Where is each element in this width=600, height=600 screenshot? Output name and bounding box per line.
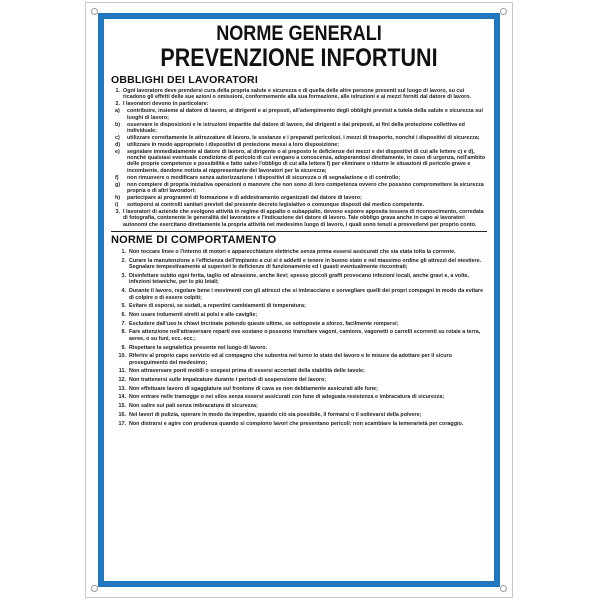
item-text: Riferire al proprio capo servizio ed al compagno che subentra nel turno lo stato del lavoro e le misure da adottare per il sicuro proseguimento del medesimo; [129, 353, 452, 366]
norma-item [111, 412, 487, 419]
item-text: Rispettare la segnaletica presente nel luogo di lavoro. [129, 344, 268, 351]
subitem-letter: c) [115, 134, 120, 141]
section-obblighi [111, 88, 487, 108]
obbligo-subitem [115, 135, 487, 141]
item-number: 16. [118, 411, 126, 418]
norma-item [111, 386, 487, 393]
subitem-text: osservare le disposizioni e le istruzioni impartite dal datore di lavoro, dai dirigenti e dai preposti, ai fini della protezione collettiva ed individuale; [127, 121, 465, 134]
item-number: 2. [121, 257, 126, 264]
item-number: 14. [118, 394, 126, 401]
mount-hole-top-right [500, 8, 507, 15]
item-text: Non usare indumenti stretti ai polsi e alle caviglie; [129, 311, 258, 318]
norma-item [111, 345, 487, 352]
subitem-text: non compiere di propria iniziativa operazioni o manovre che non sono di loro competenza ovvero che possono compromettere la sicurezza propria o di altri lavoratori; [127, 181, 484, 195]
item-text: Durante il lavoro, regolare bene i movimenti con gli attrezzi che si imbracciano e sorvegliare quelli dei propri compagni in modo da evitare di colpire o di essere colpiti; [129, 288, 484, 301]
subitem-letter: i) [115, 201, 119, 208]
mount-hole-bottom-right [500, 585, 507, 592]
item-number: 11. [118, 368, 126, 375]
mount-hole-top-left [91, 8, 98, 15]
section-obblighi-subitems [111, 108, 487, 208]
item-text: Non distrarsi e agire con prudenza quando si compiono lavori che presentano pericoli: non scambiare la temerarietà per coraggio. [129, 420, 464, 427]
norma-item [111, 303, 487, 310]
norma-item [111, 394, 487, 401]
norma-item [111, 258, 487, 271]
obbligo-subitem [115, 182, 487, 195]
norma-item [111, 329, 487, 342]
section-comportamento [111, 249, 487, 427]
item-text: Disinfettare subito ogni ferita, taglio od abrasione, anche lievi; spesso piccoli graffi provocano infezioni locali, anche gravi e, a volte, infezioni tetaniche, per lo più letali; [129, 272, 469, 286]
item-text: Non attraversare ponti mobili o sospesi prima di essersi accertati della stabilità delle tavole; [129, 368, 365, 375]
item-number: 15. [118, 403, 126, 410]
item-text: Escludere dall'uso le chiavi incrinate potendo queste ultime, se sottoposte a sforzo, facilmente rompersi; [129, 320, 399, 327]
item-number: 17. [118, 420, 126, 427]
section-obblighi-title: OBBLIGHI DEI LAVORATORI [111, 74, 258, 86]
item-text: Fare attenzione nell'attraversare reparti ove sostano o possono transitare vagoni, camions, vagonetti o carrelli scorrenti su rotaie a terra, aeree, o su funi, ecc. ecc.; [129, 329, 481, 342]
subitem-letter: d) [115, 141, 121, 148]
title-line-1: NORME GENERALI [216, 22, 382, 45]
item-number: 13. [118, 385, 126, 392]
item-text: Non trattenersi sulle impalcature durante i periodi di sospensione del lavoro; [129, 377, 327, 384]
item-number: 10. [118, 353, 126, 360]
item-text: I lavoratori devono in particolare: [123, 101, 209, 108]
subitem-letter: b) [115, 121, 121, 128]
obbligo-subitem [115, 202, 487, 208]
item-text: I lavoratori di aziende che svolgono attività in regime di appalto o subappalto, devono esporre apposita tessera di riconoscimento, corredata di fotografia, contenente le generalità del lavoratore e l'indicazione del datore di lavoro. Tale obbligo grava anche in capo ai lavoratori autonomi che esercitano direttamente la propria attività nel medesimo luogo di lavoro, i quali sono tenuti a provvedervi per proprio conto. [123, 208, 484, 228]
item-number: 4. [121, 288, 126, 295]
norma-item [111, 288, 487, 301]
item-text: Non entrare nelle tramogge o nei silos senza essersi assicurati con fune di adeguata resistenza e imbracatura di sicurezza; [129, 394, 445, 401]
subitem-text: segnalare immediatamente al datore di lavoro, al dirigente o al preposto le deficienze dei mezzi e dei dispositivi di cui alle lettere c) e d), nonché qualsiasi eventuale condizione di pericolo di cui vengano a conoscenza, adoperandosi direttamente, in caso di urgenza, nell'ambito delle proprie competenze e possibilità e fatto salvo l'obbligo di cui alla lettera f) per eliminare o ridurre le situazioni di pericolo grave e incombente, dandone notizia al rappresentante dei lavoratori per la sicurezza; [127, 148, 486, 174]
obbligo-subitem [115, 175, 487, 181]
obbligo-subitem [115, 149, 487, 175]
obbligo-subitem [115, 142, 487, 148]
item-text: Nei lavori di pulizia, operare in modo da impedire, quando ciò sia possibile, il formarsi o il sollevarsi della polvere; [129, 411, 422, 418]
norma-item [111, 377, 487, 384]
item-number: 6. [121, 311, 126, 318]
norma-item [111, 249, 487, 256]
item-number: 9. [121, 344, 126, 351]
subitem-letter: g) [115, 181, 121, 188]
norma-item [111, 368, 487, 375]
item-text: Non toccare linee o l'interno di motori e apparecchiature elettriche senza prima essersi assicurati che sia stata tolta la corrente. [129, 249, 456, 256]
item-number: 12. [118, 377, 126, 384]
obbligo-subitem [115, 195, 487, 201]
subitem-letter: a) [115, 108, 120, 115]
item-text: Non effettuare lavoro di sgaggiatura sul frontone di cava se non debitamente assicurati alle fune; [129, 385, 378, 392]
item-text: Non salire sui pali senza imbracatura di sicurezza; [129, 403, 258, 410]
item-number: 1. [121, 249, 126, 256]
norma-item [111, 353, 487, 366]
item-text: Evitare di esporsi, se sudati, a repentini cambiamenti di temperatura; [129, 303, 306, 310]
obbligo-subitem [115, 108, 487, 121]
obbligo-subitem [115, 122, 487, 135]
item-number: 5. [121, 303, 126, 310]
item-number: 2. [115, 101, 120, 108]
sign-border [98, 13, 500, 587]
item-number: 1. [115, 88, 120, 94]
obbligo-item [111, 101, 487, 107]
norma-item [111, 403, 487, 410]
norma-item [111, 312, 487, 319]
obbligo-item-3 [111, 209, 487, 228]
subitem-text: utilizzare in modo appropriato i dispositivi di protezione messi a loro disposizione; [127, 141, 340, 148]
subitem-letter: f) [115, 174, 119, 181]
subitem-text: sottoporsi ai controlli sanitari previsti dal presente decreto legislativo o comunque disposti dal medico competente. [127, 201, 425, 208]
subitem-text: partecipare ai programmi di formazione e di addestramento organizzati dal datore di lavoro; [127, 195, 362, 201]
norma-item [111, 273, 487, 286]
subitem-letter: e) [115, 148, 120, 155]
item-text: Ogni lavoratore deve prendersi cura della propria salute e sicurezza e di quella delle altre persone presenti sul luogo di lavoro, su cui ricadono gli effetti delle sue azioni o omissioni, conformemente alla sua formazione, alle istruzioni e ai mezzi forniti dal datore di lavoro. [123, 88, 472, 101]
mount-hole-bottom-left [91, 585, 98, 592]
title-line-2: PREVENZIONE INFORTUNI [160, 44, 438, 72]
item-number: 8. [121, 329, 126, 336]
safety-sign [85, 2, 513, 598]
item-number: 3. [115, 208, 120, 215]
norma-item [111, 321, 487, 328]
item-number: 7. [121, 320, 126, 327]
section-comportamento-title: NORME DI COMPORTAMENTO [111, 234, 277, 247]
item-number: 3. [121, 272, 126, 279]
subitem-text: non rimuovere o modificare senza autorizzazione i dispositivi di sicurezza o di segnalazione o di controllo; [127, 174, 401, 181]
item-text: Curare la manutenzione e l'efficienza dell'impianto a cui si è addetti e tenere in buono stato e nel massimo ordine gli attrezzi del mestiere. Segnalare tempestivamente ai superiori le deficienze di funzionamento ed i guasti eventualmente riscontrati; [129, 257, 482, 271]
section-divider [111, 231, 487, 232]
subitem-text: contribuire, insieme al datore di lavoro, ai dirigenti e ai preposti, all'adempimento degli obblighi previsti a tutela della salute e sicurezza sui luoghi di lavoro; [127, 108, 483, 121]
norma-item [111, 421, 487, 428]
subitem-text: utilizzare correttamente le attrezzature di lavoro, le sostanze e i preparati pericolosi, i mezzi di trasporto, nonché i dispositivi di sicurezza; [127, 134, 480, 141]
subitem-letter: h) [115, 195, 121, 201]
obbligo-item [111, 88, 487, 101]
